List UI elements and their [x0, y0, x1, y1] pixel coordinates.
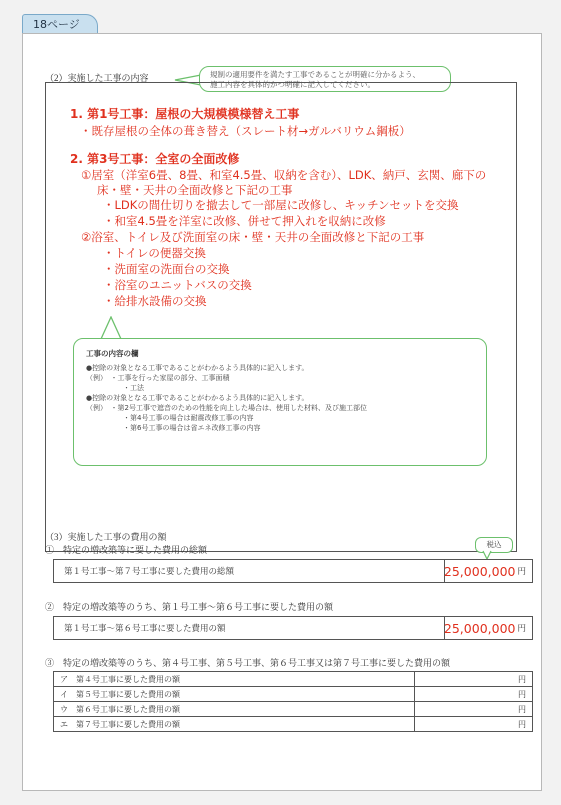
callout-line: 規制の適用要件を満たす工事であることが明確に分かるよう、	[210, 70, 420, 79]
document-sheet	[22, 33, 542, 791]
table-row	[54, 672, 533, 687]
table-row-amount[interactable]: 円	[415, 672, 533, 687]
section2-title: （2）実施した工事の内容	[45, 73, 149, 83]
yen-unit: 円	[517, 567, 526, 577]
cost-total-amount: 25,000,000	[443, 563, 516, 579]
note-title: 工事の内容の欄	[86, 349, 139, 358]
work-item-2-line: ・トイレの便器交換	[103, 246, 206, 260]
tax-included-tag: 税込	[475, 537, 513, 553]
cost-1to6-row	[53, 616, 533, 640]
note-line: ・第4号工事の場合は耐震改修工事の内容	[123, 414, 254, 422]
table-row-label: エ 第７号工事に要した費用の額	[54, 717, 415, 732]
work-item-2-line: ・洗面室の洗面台の交換	[103, 262, 230, 276]
note-pointer	[97, 316, 127, 340]
work-item-2-line: ・LDKの間仕切りを撤去して一部屋に改修し、キッチンセットを交換	[103, 198, 459, 212]
work-item-2-line: ・和室4.5畳を洋室に改修、併せて押入れを収納に改修	[103, 214, 386, 228]
note-line: （例） ・第2号工事で遮音のための性能を向上した場合は、使用した材料、及び施工部位	[86, 404, 367, 412]
table-row-amount[interactable]: 円	[415, 702, 533, 717]
cost-1to6-amount: 25,000,000	[443, 620, 516, 636]
work-item-1-heading: 1. 第1号工事：屋根の大規模模様替え工事	[70, 107, 300, 121]
table-row	[54, 687, 533, 702]
note-line: ・工法	[123, 384, 144, 392]
work-item-2-line: ・浴室のユニットバスの交換	[103, 278, 252, 292]
table-row-label: イ 第５号工事に要した費用の額	[54, 687, 415, 702]
cost-1to6-cell[interactable]	[444, 617, 532, 639]
note-line: ・第6号工事の場合は省エネ改修工事の内容	[123, 424, 261, 432]
table-row-label: ア 第４号工事に要した費用の額	[54, 672, 415, 687]
work-item-1-detail: ・既存屋根の全体の葺き替え（スレート材→ガルバリウム鋼板）	[80, 124, 411, 138]
yen-unit: 円	[517, 624, 526, 634]
work-item-2-line: ②浴室、トイレ及び洗面室の床・壁・天井の全面改修と下記の工事	[81, 230, 425, 244]
work-item-2-line: ・給排水設備の交換	[103, 294, 207, 308]
cost-4to7-table	[53, 671, 533, 732]
table-row	[54, 702, 533, 717]
table-row-label: ウ 第６号工事に要した費用の額	[54, 702, 415, 717]
cost-1to6-label: 第１号工事〜第６号工事に要した費用の額	[64, 623, 226, 633]
work-item-2-line: ①居室（洋室6畳、8畳、和室4.5畳、収納を含む）、LDK、納戸、玄関、廊下の	[81, 168, 487, 182]
note-line: ●控除の対象となる工事であることがわかるよう具体的に記入します。	[86, 364, 309, 372]
table-row-amount[interactable]: 円	[415, 687, 533, 702]
work-item-2-heading: 2. 第3号工事：全室の全面改修	[70, 152, 240, 166]
cost-1to6-title: ② 特定の増改築等のうち、第１号工事〜第６号工事に要した費用の額	[45, 602, 334, 612]
page-tab: 18ページ	[22, 14, 98, 34]
table-row-amount[interactable]: 円	[415, 717, 533, 732]
cost-total-cell[interactable]	[444, 560, 532, 582]
note-line: ●控除の対象となる工事であることがわかるよう具体的に記入します。	[86, 394, 309, 402]
note-box	[73, 338, 487, 466]
section3-title: （3）実施した工事の費用の額	[45, 532, 167, 542]
cost-total-label: 第１号工事〜第７号工事に要した費用の総額	[64, 566, 235, 576]
cost-total-row	[53, 559, 533, 583]
note-line: （例） ・工事を行った家屋の部分、工事面積	[86, 374, 230, 382]
work-item-2-line: 床・壁・天井の全面改修と下記の工事	[97, 183, 293, 197]
cost-total-title: ① 特定の増改築等に要した費用の総額	[45, 545, 208, 555]
table-row	[54, 717, 533, 732]
callout-line: 施工内容を具体的かつ明確に記入してください。	[210, 80, 375, 89]
cost-4to7-title: ③ 特定の増改築等のうち、第４号工事、第５号工事、第６号工事又は第７号工事に要した費用の額	[45, 658, 451, 668]
